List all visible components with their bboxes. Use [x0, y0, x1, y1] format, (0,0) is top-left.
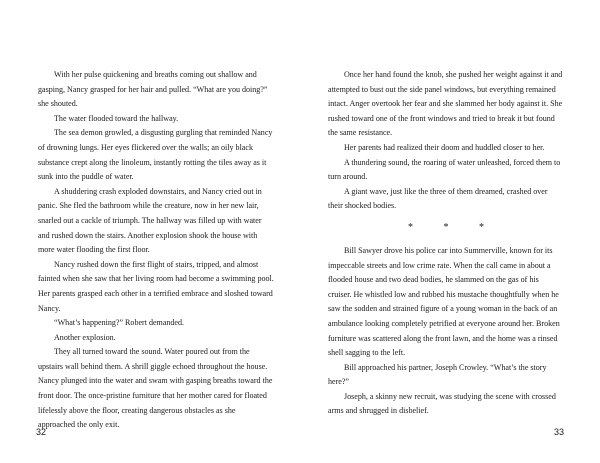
- paragraph: “What’s happening?” Robert demanded.: [54, 318, 185, 328]
- page-number: 32: [36, 427, 47, 437]
- scene-break-asterisk: *: [408, 221, 413, 233]
- scene-break: [328, 220, 564, 236]
- paragraph: Her parents had realized their doom and huddled closer to her.: [344, 142, 545, 152]
- paragraph: Bill approached his partner, Joseph Crowley. “What’s the story here?”: [328, 362, 547, 387]
- page-number: 33: [553, 427, 564, 437]
- paragraph: A giant wave, just like the three of them dreamed, crashed over their shocked bodies.: [328, 186, 548, 211]
- paragraph: The sea demon growled, a disgusting gurgling that reminded Nancy of drowning lungs. Her eyes flickered over the walls; an oily black substance crept along the linoleum, instantly rotting the tiles away as it sunk into the puddle of water.: [38, 128, 273, 182]
- paragraph: Nancy rushed down the first flight of stairs, tripped, and almost fainted when she saw that her living room had become a swimming pool. Her parents grasped each other in a terrified embrace and sloshed toward Nancy.: [38, 259, 274, 313]
- right-page-text: [328, 68, 564, 419]
- paragraph: The water flooded toward the hallway.: [54, 113, 179, 123]
- left-page-text: [38, 68, 274, 433]
- paragraph: Another explosion.: [54, 332, 116, 342]
- paragraph: With her pulse quickening and breaths coming out shallow and gasping, Nancy grasped for her hair and pulled. “What are you doing?” she shouted.: [38, 70, 268, 109]
- paragraph: Joseph, a skinny new recruit, was studying the scene with crossed arms and shrugged in disbelief.: [328, 391, 556, 416]
- paragraph: Once her hand found the knob, she pushed her weight against it and attempted to bust out the side panel windows, but everything remained intact. Anger overtook her fear and she slammed her body against it. She rushed toward one of the front windows and tried to break it but found the same resistance.: [328, 70, 563, 138]
- scene-break-asterisk: *: [443, 221, 449, 233]
- paragraph: Bill Sawyer drove his police car into Summerville, known for its impeccable streets and low crime rate. When the call came in about a flooded house and two dead bodies, he slammed on the gas of his cruiser. He whistled low and rubbed his mustache thoughtfully when he saw the sodden and strained figure of a young woman in the back of an ambulance looking completely petrified at everyone around her. Broken furniture was scattered along the front lawn, and the home was a rinsed shell sagging to the left.: [328, 245, 560, 358]
- paragraph: They all turned toward the sound. Water poured out from the upstairs wall behind them. A shrill giggle echoed throughout the house. Nancy plunged into the water and swam with gasping breaths toward the front door. The once-pristine furniture that her mother cared for floated lifelessly above the floor, creating dangerous obstacles as she approached the only exit.: [38, 347, 273, 430]
- paragraph: A shuddering crash exploded downstairs, and Nancy cried out in panic. She fled the bathroom while the creature, now in her new lair, snarled out a cackle of triumph. The hallway was filled up with water and rushed down the stairs. Another explosion shook the house with more water flooding the first floor.: [38, 186, 262, 255]
- paragraph: A thundering sound, the roaring of water unleashed, forced them to turn around.: [328, 157, 561, 182]
- right-page: [300, 0, 600, 463]
- scene-break-asterisk: *: [479, 221, 484, 233]
